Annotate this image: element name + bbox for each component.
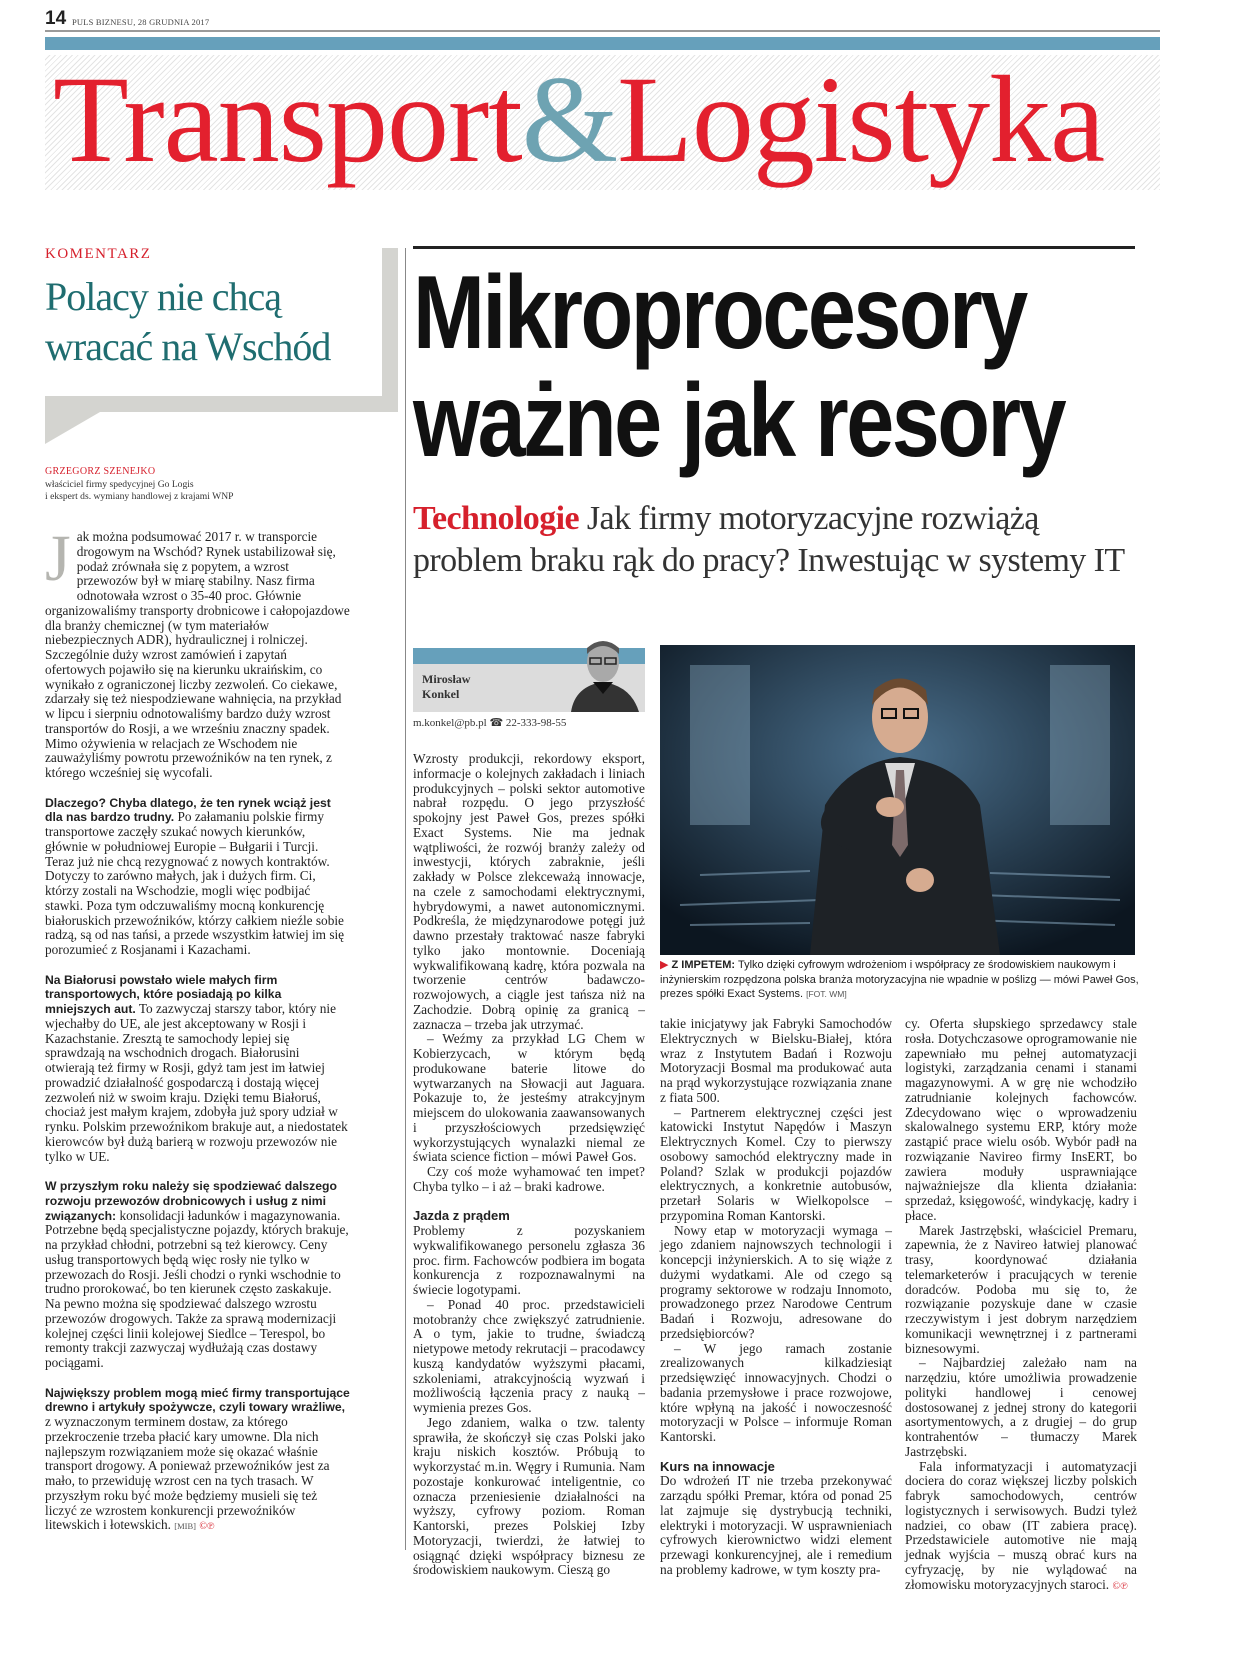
paragraph-lead: Największy problem mogą mieć firmy transportujące drewno i artykuły spożywcze, czyli towary wrażliwe, xyxy=(45,1385,350,1415)
comment-author-name: GRZEGORZ SZENEJKO xyxy=(45,466,156,477)
author-name xyxy=(422,672,470,702)
article-column-2 xyxy=(660,1016,892,1577)
comment-body xyxy=(45,522,350,1550)
paragraph: Wzrosty produkcji, rekordowy eksport, informacje o kolejnych zakładach i liniach produkcyjnych – polski sektor automotive nabrał rozpędu. O jego przyszłość spokojny jest Paweł Gos, prezes spółki Exact Systems. Nie ma jednak wątpliwości, że rozwój branży zależy od inwestycji, których zabraknie, jeśli zakłady w Polsce zlekceważą innowacje, na czele z samochodami elektrycznymi, hybrydowymi, a nawet autonomicznymi. Podkreśla, że międzynarodowe potęgi już dawno przestały traktować nasze fabryki tylko jako montownie. Doceniają wykwalifikowaną kadrę, która pozwala na tworzenie centrów badawczo-rozwojowych, a ciągle jest tańsza niż na Zachodzie. Dobrą opinię za granicą – zaznacza – trzeba jak utrzymać. xyxy=(413,751,645,1032)
paragraph: Problemy z pozyskaniem wykwalifikowanego personelu zgłasza 36 proc. firm. Fachowców podbiera im bogata konkurencja z rozpoznawalnymi na świecie logotypami. xyxy=(413,1223,645,1297)
author-desc-line: i ekspert ds. wymiany handlowej z krajami WNP xyxy=(45,491,234,502)
article-deck xyxy=(413,498,1135,582)
section-title-part1: Transport xyxy=(53,51,522,188)
deck-text: Jak firmy motoryzacyjne rozwiążą problem braku rąk do pracy? Inwestując w systemy IT xyxy=(413,500,1125,579)
paragraph: Do wdrożeń IT nie trzeba przekonywać zarządu spółki Premar, która od ponad 25 lat zajmuje się dystrybucją techniki, elektryki i motoryzacji. W usprawnieniach cyfrowych kierownictwo widzi element przewagi konkurencyjnej, ale i remedium na problemy kadrowe, w tym koszty pra- xyxy=(660,1473,892,1577)
paragraph-text: z wyznaczonym terminem dostaw, za którego przekroczenie trzeba płacić kary umowne. Dla nich najlepszym rozwiązaniem może się okazać właśnie transport drogowy. A ponieważ przewoźników jest za mało, to przewiduję wzrost cen na tych trasach. W przyszłym roku być może będziemy musieli się też liczyć ze wzrostem konkurencji przewoźników litewskich i łotewskich. xyxy=(45,1414,330,1533)
section-title xyxy=(53,49,1104,191)
paragraph: Czy coś może wyhamować ten impet? Chyba tylko – i aż – braki kadrowe. xyxy=(413,1164,645,1194)
headline-line-1: Mikroprocesory xyxy=(413,255,1026,371)
article-photo xyxy=(660,645,1135,955)
author-tag: [MIB] xyxy=(174,1521,196,1532)
comment-label: KOMENTARZ xyxy=(45,246,152,262)
comment-author-description xyxy=(45,479,365,503)
author-photo xyxy=(563,634,645,712)
paragraph xyxy=(905,1460,1137,1595)
photo-credit: [FOT. WM] xyxy=(806,989,847,999)
headline-line-2: ważne jak resory xyxy=(413,363,1065,479)
paragraph-text: To zazwyczaj starszy tabor, który nie wjechałby do UE, ale jest akceptowany w Rosji i Kazachstanie. Zresztą te samochody lepiej się sprawdzają na wschodnich drogach. Białorusini otwierają też firmy w Rosji, gdyż tam jest im łatwiej prowadzić działalność gospodarczą i dostają więcej zezwoleń niż w swoim kraju. Dzięki temu Białoruś, chociaż jest małym krajem, zdobyła już spory udział w rynku. Polskim przewoźnikom brakuje aut, a niedostatek kierowców był dużą barierą w rozwoju przewozów nie tylko w UE. xyxy=(45,1001,348,1164)
paragraph: – Weźmy za przykład LG Chem w Kobierzycach, w którym będą produkowane baterie litowe do wytwarzanych na Słowacji aut Jaguara. Pokazuje to, że jesteśmy atrakcyjnym miejscem do ulokowania zaawansowanych i przyszłościowych przedsięwzięć wykorzystujących wynalazki niemal ze świata science fiction – mówi Paweł Gos. xyxy=(413,1031,645,1165)
page-number: 14 xyxy=(45,8,67,29)
section-tag: Technologie xyxy=(413,500,579,537)
author-desc-line: właściciel firmy spedycyjnej Go Logis xyxy=(45,479,194,490)
paragraph: Jego zdaniem, walka o tzw. talenty sprawiła, że skończył się czas Polski jako kraju niskich kosztów. Próbują to wykorzystać m.in. Węgry i Rumunia. Nam pozostaje konkurować inteligentnie, co oznacza przeniesienie działalności na wyższy, cyfrowy poziom. Roman Kantorski, prezes Polskiej Izby Motoryzacji, twierdzi, że łatwiej to osiągnąć dzięki współpracy biznesu ze środowiskiem naukowym. Cieszą go xyxy=(413,1414,645,1578)
paragraph-text: Po załamaniu polskie firmy transportowe zaczęły szukać nowych kierunków, głównie w południowej Europie – Bułgarii i Turcji. Teraz już nie chcą rezygnować z nowych kontraktów. Dotyczy to zarówno małych, jak i dużych firm. Ci, którzy zostali na Wschodzie, mogli więc podbijać stawki. Poza tym odczuwaliśmy mocną konkurencję białoruskich przewoźników, którzy całkiem nieźle sobie radzą, są od nas tańsi, a przede wszystkim łatwiej im się porozumieć z Rosjanami i Kazachami. xyxy=(45,809,345,957)
publication-date: PULS BIZNESU, 28 GRUDNIA 2017 xyxy=(72,17,210,27)
author-first-name: Mirosław xyxy=(422,672,471,686)
masthead xyxy=(45,51,1160,190)
caption-marker-icon: ▶ xyxy=(660,959,669,971)
divider xyxy=(45,30,1160,32)
paragraph xyxy=(45,796,350,958)
author-last-name: Konkel xyxy=(422,687,460,701)
article-column-1 xyxy=(413,751,646,1578)
photo-caption xyxy=(660,958,1140,1002)
paragraph: takie inicjatywy jak Fabryki Samochodów Elektrycznych w Bielsku-Białej, która wraz z Instytutem Badań i Rozwoju Motoryzacji Bosmal ma produkować auta na prąd wykorzystujące rozwiązania znane z fiata 500. xyxy=(660,1016,892,1105)
article-column-3 xyxy=(905,1016,1137,1592)
section-title-ampersand: & xyxy=(521,51,618,188)
section-title-part2: Logistyka xyxy=(617,51,1105,188)
paragraph: Marek Jastrzębski, właściciel Premaru, zapewnia, że z Navireo łatwiej planować trasy, koordynować działania telemarketerów i pracujących w terenie doradców. Podoba mu się to, że rozwiązanie pozyskuje dane w czasie rzeczywistym i jest dobrym narzędziem komunikacji wewnętrznej i z partnerami biznesowymi. xyxy=(905,1222,1137,1356)
copyright-mark: ©℗ xyxy=(1112,1580,1128,1592)
author-box xyxy=(413,664,645,712)
caption-lead: Z IMPETEM: xyxy=(671,959,736,971)
paragraph-lead: Dlaczego? Chyba dlatego, że ten rynek wciąż jest dla nas bardzo trudny. xyxy=(45,795,331,825)
paragraph-text: Fala informatyzacji i automatyzacji dociera do coraz większej liczby polskich fabryk samochodowych, centrów logistycznych i serwisowych. Budzi tyleż nadziei, co obaw (IT zabiera pracę). Przedstawiciele automotive nie mają jednak wyjścia – muszą obrać kurs na cyfryzację, by nie wylądować na złomowisku motoryzacyjnych staroci. xyxy=(905,1458,1137,1592)
column-divider xyxy=(405,248,406,1550)
paragraph: – Partnerem elektrycznej części jest katowicki Instytut Napędów i Maszyn Elektrycznych Komel. Czy to pierwszy osobowy samochód elektryczny made in Poland? Szlak w produkcji pojazdów elektrycznych, a konkretnie autobusów, przetarł Solaris w Wielkopolsce – przypomina Roman Kantorski. xyxy=(660,1104,892,1223)
paragraph: cy. Oferta słupskiego sprzedawcy stale rosła. Dotychczasowe oprogramowanie nie zapewniało mu pełnej automatyzacji logistyki, zarządzania cenami i stanami magazynowymi. A w grę nie wchodziło zatrudnianie kolejnych fachowców. Zdecydowano więc o wprowadzeniu skalowalnego systemu ERP, który może zastąpić prace wielu osób. Wybór padł na rozwiązanie Navireo firmy InsERT, bo zawiera moduły usprawniające najważniejsze dla klienta działania: sprzedaż, księgowość, windykację, kadry i płace. xyxy=(905,1016,1137,1223)
paragraph: – W jego ramach zostanie zrealizowanych kilkadziesiąt przedsięwzięć innowacyjnych. Chodzi o badania przemysłowe i prace rozwojowe, które wpłyną na jakość i nowoczesność motoryzacji w Polsce – informuje Roman Kantorski. xyxy=(660,1340,892,1444)
phone-icon: ☎ xyxy=(489,717,504,729)
paragraph xyxy=(45,973,350,1165)
comment-title: Polacy nie chcą wracać na Wschód xyxy=(45,274,331,369)
paragraph: – Ponad 40 proc. przedstawicieli motobranży chce zwiększyć zatrudnienie. A o tym, jakie to trudne, świadczą nietypowe metody rekrutacji – pracodawcy kuszą kandydatów wyższymi płacami, szkoleniami, atrakcyjnością wyzwań i możliwością łączenia pracy z nauką – wymienia prezes Gos. xyxy=(413,1296,646,1415)
subheading: Jazda z prądem xyxy=(413,1208,510,1224)
paragraph: – Najbardziej zależało nam na narzędziu, które umożliwia prowadzenie polityki handlowej i cenowej dostosowanej z jednej strony do kategorii asortymentowych, a z drugiej – do grup kontrahentów – tłumaczy Marek Jastrzębski. xyxy=(905,1355,1137,1459)
paragraph-text: ak można podsumować 2017 r. w transporcie drogowym na Wschód? Rynek ustabilizował się, podaż zrównała się z popytem, a wzrost przewozów był w miarę stabilny. Nasz firma odnotowała wzrost o 35-40 proc. Głównie organizowaliśmy transporty drobnicowe i całopojazdowe dla branży chemicznej (w tym materiałów niebezpiecznych ADR), hydraulicznej i rolniczej. Szczególnie duży wzrost zamówień i zapytań ofertowych pojawiło się na kierunku ukraińskim, co wynikało z ograniczonej liczby zezwoleń. Co ciekawe, zdarzały się też niespodziewane wahnięcia, na przykład w lipcu i sierpniu odnotowaliśmy bardzo duży wzrost transportów do Rosji, a we wrześniu znaczny spadek. Mimo ożywienia w relacjach ze Wschodem nie zauważyliśmy powrotu przewoźników na ten rynek, z którego wcześniej się wycofali. xyxy=(45,529,350,780)
paragraph xyxy=(45,1179,350,1371)
paragraph: Nowy etap w motoryzacji wymaga – jego zdaniem najnowszych technologii i koncepcji inżynierskich. A to się wiąże z dużymi wydatkami. Ale od czego są programy sektorowe w rodzaju Innomoto, prowadzonego przez Narodowe Centrum Badań i Rozwoju, adresowane do przedsiębiorców? xyxy=(660,1222,892,1341)
paragraph-lead: W przyszłym roku należy się spodziewać dalszego rozwoju przewozów drobnicowych i usług z nimi związanych: xyxy=(45,1179,337,1223)
copyright-mark: ©℗ xyxy=(199,1521,215,1533)
drop-cap: J xyxy=(45,522,71,595)
paragraph-lead: Na Białorusi powstało wiele małych firm transportowych, które posiadają po kilka mniejszych aut. xyxy=(45,972,282,1016)
author-email[interactable]: m.konkel@pb.pl xyxy=(413,717,487,729)
caption-text: Tylko dzięki cyfrowym wdrożeniom i współpracy ze środowiskiem naukowym i inżynierskim rozpędzona polska branża motoryzacyjna nie wpadnie w poślizg — mówi Paweł Gos, prezes spółki Exact Systems. xyxy=(660,959,1139,1000)
paragraph-text: konsolidacji ładunków i magazynowania. Potrzebne będą specjalistyczne pojazdy, których brakuje, na przykład chłodni, potrzebni są też kierowcy. Ceny usług transportowych będą więc rosły nie tylko w przewozach do Rosji. Jeśli chodzi o rynki wschodnie to trudno prorokować, bo ten kierunek często zaskakuje. Na pewno można się spodziewać dalszego wzrostu przewozów drogowych. Także za sprawą modernizacji kolejnej części linii kolejowej Siedlce – Terespol, bo remonty trakcji zazwyczaj wydłużają czas dostawy pociągami. xyxy=(45,1207,349,1370)
paragraph xyxy=(45,1386,350,1536)
subheading: Kurs na innowacje xyxy=(660,1458,775,1474)
headline-rule xyxy=(413,246,1135,249)
author-phone: 22-333-98-55 xyxy=(505,717,567,729)
author-contact xyxy=(413,716,566,729)
paragraph xyxy=(45,522,350,781)
